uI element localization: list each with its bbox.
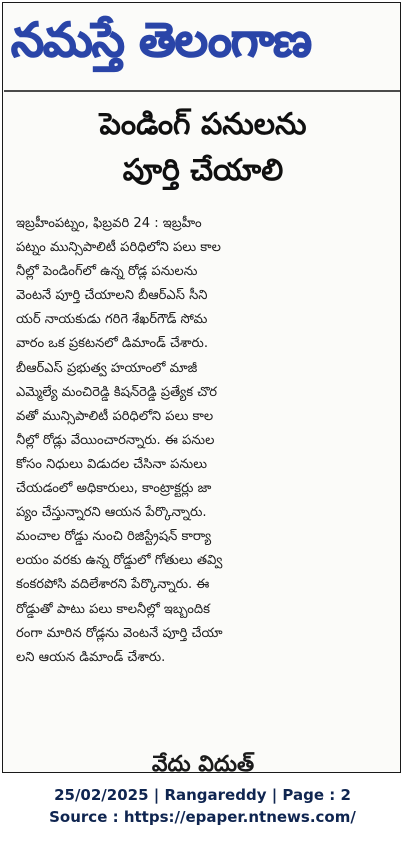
article-body-line: నీల్లో రోడ్లు వేయించారన్నారు. ఈ పనుల xyxy=(16,432,215,448)
article-body-line: కోసం నిధులు విడుదల చేసినా పనులు xyxy=(16,456,208,472)
article-body-line: లని ఆయన డిమాండ్ చేశారు. xyxy=(16,649,166,665)
article-body-line: నీల్లో పెండింగ్‌లో ఉన్న రోడ్ల పనులను xyxy=(16,264,198,280)
article-body-line: ప్యం చేస్తున్నారని ఆయన పేర్కొన్నారు. xyxy=(16,505,207,521)
headline-line-2: పూర్తి చేయాలి xyxy=(122,153,284,188)
article-body-line: కంకరపోసి వదిలేశారని పేర్కొన్నారు. ఈ xyxy=(16,577,210,593)
source-link[interactable]: Source : https://epaper.ntnews.com/ xyxy=(49,808,356,826)
article-body-line: రోడ్డుతో పాటు పలు కాలనీల్లో ఇబ్బందిక xyxy=(16,601,210,617)
masthead-divider xyxy=(4,90,401,92)
article-body-line: మంచాల రోడ్డు నుంచి రిజిస్ట్రేషన్ కార్యా xyxy=(16,529,212,545)
article-body-line: వెంటనే పూర్తి చేయాలని బీఆర్‌ఎస్ సీని xyxy=(16,288,208,304)
article-body-line: ఎమ్మెల్యే మంచిరెడ్డి కిషన్‌రెడ్డి ప్రత్యేక చొర xyxy=(16,384,218,400)
article-body-line: లయం వరకు ఉన్న రోడ్డులో గోతులు తవ్వి xyxy=(16,553,223,569)
article-body-line: బీఆర్‌ఎస్ ప్రభుత్వ హయాంలో మాజీ xyxy=(16,360,198,376)
article-clipping xyxy=(2,2,401,773)
edition-info: 25/02/2025 | Rangareddy | Page : 2 xyxy=(54,786,351,804)
article-body-line: వారం ఒక ప్రకటనలో డిమాండ్ చేశారు. xyxy=(16,336,208,352)
headline-line-1: పెండింగ్ పనులను xyxy=(99,107,307,142)
article-body-line: యర్ నాయకుడు గరిగె శేఖర్‌గౌడ్ సోమ xyxy=(16,312,208,328)
article-body-line: వతో మున్సిపాలిటీ పరిధిలోని పలు కాల xyxy=(16,408,214,424)
article-headline xyxy=(13,102,393,194)
article-body-line: చేయడంలో అధికారులు, కాంట్రాక్టర్లు జా xyxy=(16,481,212,497)
source-footer xyxy=(0,784,405,828)
article-body-line: రంగా మారిన రోడ్లను వెంటనే పూర్తి చేయా xyxy=(16,625,223,641)
article-byline: వేదు విదుత్ xyxy=(151,752,255,773)
article-body-line: ఇబ్రహీంపట్నం, ఫిబ్రవరి 24 : ఇబ్రహీం xyxy=(16,216,202,231)
article-body xyxy=(16,212,390,670)
article-body-line: పట్నం మున్సిపాలిటీ పరిధిలోని పలు కాల xyxy=(16,240,221,256)
newspaper-masthead: నమస్తే తెలంగాణ xyxy=(11,13,311,68)
